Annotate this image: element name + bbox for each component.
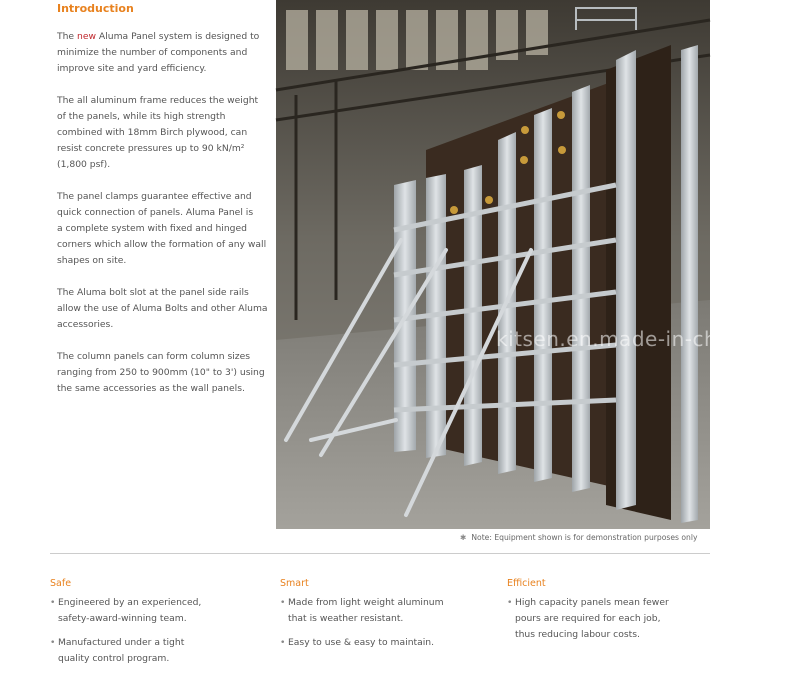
safe-list [50,595,260,667]
efficient-heading: Efficient [507,578,546,589]
feature-efficient [507,578,707,651]
list-item: • Manufactured under a tight quality control program. [50,635,260,667]
feature-smart [280,578,490,659]
formwork-photo [276,0,800,529]
list-item: • Engineered by an experienced, safety-award-winning team. [50,595,260,627]
list-item: • Easy to use & easy to maintain. [280,635,490,651]
new-highlight: new [77,31,97,42]
intro-paragraph-5: The column panels can form column sizes ranging from 250 to 900mm (10" to 3') using the same accessories as the wall panels. [57,351,265,394]
formwork-illustration [276,0,710,529]
watermark-text: kitsen.en.made-in-china.com [496,327,800,351]
list-item: • Made from light weight aluminum that is weather resistant. [280,595,490,627]
introduction-heading: Introduction [57,2,134,15]
asterisk-icon: ✱ [460,533,467,542]
list-item: • High capacity panels mean fewer pours are required for each job, thus reducing labour costs. [507,595,707,643]
safe-heading: Safe [50,578,72,589]
section-divider [50,553,710,554]
intro-paragraph-4: The Aluma bolt slot at the panel side rails allow the use of Aluma Bolts and other Aluma accessories. [57,287,268,330]
smart-heading: Smart [280,578,309,589]
intro-paragraph-3: The panel clamps guarantee effective and quick connection of panels. Aluma Panel is a complete system with fixed and hinged corners which allow the formation of any wall shapes on site. [57,191,267,266]
intro-paragraph-2: The all aluminum frame reduces the weight of the panels, while its high strength combined with 18mm Birch plywood, can resist concrete pressures up to 90 kN/m² (1,800 psf). [57,95,259,170]
note-text: Note: Equipment shown is for demonstration purposes only [471,533,698,542]
demonstration-note [460,533,697,542]
efficient-list [507,595,707,643]
smart-list [280,595,490,651]
feature-safe [50,578,260,675]
intro-paragraph-1: The new Aluma Panel system is designed to minimize the number of components and improve site and yard efficiency. [57,31,260,74]
